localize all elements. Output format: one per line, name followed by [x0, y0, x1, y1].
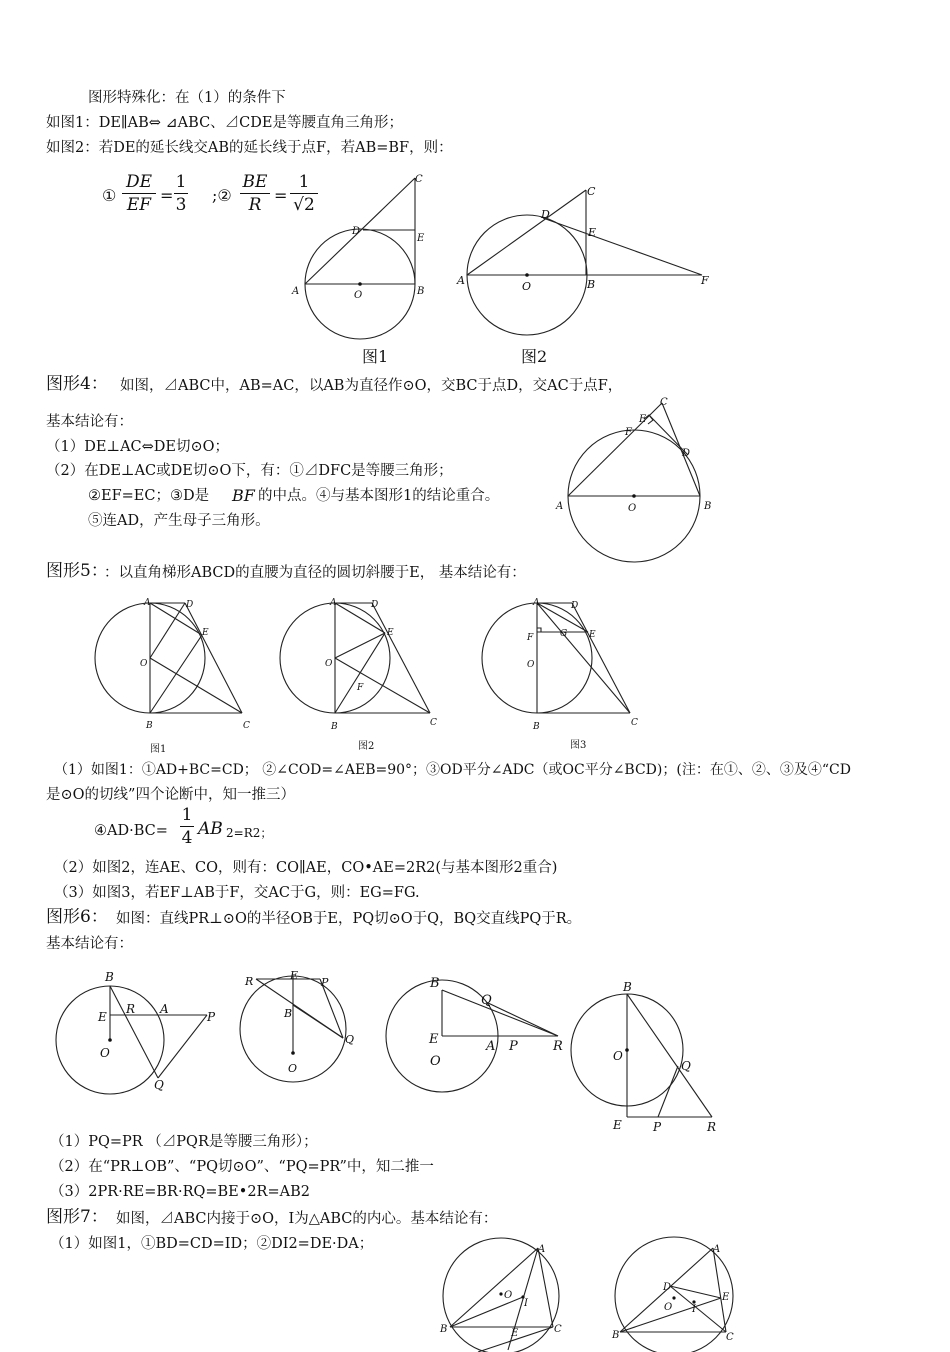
eq1-value: 1 3: [175, 172, 187, 215]
point-label-b: B: [417, 286, 425, 297]
section-5-heading: 图形5：: [46, 561, 108, 581]
point-label-c: C: [243, 721, 250, 731]
intro-line-2: 如图1：DE∥AB⇔ ⊿ABC、⊿CDE是等腰直角三角形；: [46, 115, 403, 131]
eq2-value: 1 √2: [290, 172, 318, 215]
section-5-c2: （2）如图2，连AE、CO，则有：CO∥AE，CO•AE=2R2(与基本图形2重合): [54, 860, 558, 876]
point-label-b: B: [440, 1324, 448, 1335]
point-label-e: E: [202, 628, 209, 638]
point-label-a: A: [713, 1244, 721, 1255]
eq2-prefix: ;②: [212, 186, 232, 205]
point-label-b: B: [105, 970, 114, 984]
point-label-q: Q: [681, 1059, 691, 1073]
point-label-o: O: [664, 1302, 673, 1313]
figure-5-1-diagram: [90, 595, 260, 735]
section-5-c1: （1）如图1：①AD+BC=CD； ②∠COD=∠AEB=90°；③OD平分∠ADC（或OC平分∠BCD)；(注：在①、②、③及④“CD: [54, 762, 851, 778]
point-label-a: A: [556, 501, 564, 512]
section-4-c3c: 的中点。④与基本图形1的结论重合。: [258, 488, 500, 504]
point-label-i: I: [524, 1298, 528, 1309]
section-4-text: 如图，⊿ABC中，AB=AC，以AB为直径作⊙O，交BC于点D，交AC于点F，: [120, 378, 623, 394]
figure-1-caption: 图1: [362, 347, 389, 366]
section-6-c1: （1）PQ=PR （⊿PQR是等腰三角形）；: [50, 1134, 318, 1150]
point-label-b: B: [587, 278, 596, 291]
point-label-b: B: [533, 722, 540, 732]
section-4-c3a: ②EF=EC；③D是: [88, 488, 210, 504]
figure-7-2-diagram: [608, 1232, 748, 1352]
point-label-d: D: [352, 226, 361, 237]
point-label-e: E: [290, 969, 299, 982]
point-label-e: E: [387, 628, 394, 638]
figure-5-3-diagram: [475, 595, 645, 735]
point-label-o: O: [140, 659, 148, 669]
point-label-o: O: [527, 660, 535, 670]
point-label-c: C: [554, 1324, 562, 1335]
point-label-a: A: [457, 274, 465, 287]
point-label-o: O: [430, 1054, 441, 1069]
section-5-text: ：以直角梯形ABCD的直腰为直径的圆切斜腰于E， 基本结论有：: [104, 565, 526, 581]
section-6-basic: 基本结论有：: [46, 936, 133, 952]
point-label-f: F: [701, 274, 709, 287]
eq2-fraction: BE R: [240, 172, 270, 215]
point-label-r: R: [707, 1120, 717, 1134]
point-label-p: P: [321, 976, 329, 989]
figure-4-diagram: [552, 395, 722, 565]
point-label-o: O: [325, 659, 333, 669]
section-5-c4a: ④AD·BC=: [94, 823, 168, 839]
section-5-c1b: 是⊙O的切线”四个论断中，知一推三）: [46, 787, 295, 803]
section-4-c1: （1）DE⊥AC⇔DE切⊙O；: [46, 439, 230, 455]
point-label-r: R: [126, 1002, 136, 1016]
point-label-b: B: [284, 1007, 293, 1020]
eq2-equals: =: [274, 186, 288, 205]
point-label-a: A: [160, 1002, 169, 1016]
point-label-o: O: [613, 1049, 623, 1063]
figure-7-1-diagram: [438, 1232, 578, 1352]
figure-5-3-caption: 图3: [570, 740, 587, 751]
intro-line-1: 图形特殊化：在（1）的条件下: [88, 90, 286, 106]
point-label-o: O: [504, 1290, 513, 1301]
point-label-p: P: [207, 1010, 216, 1024]
section-4-c2: （2）在DE⊥AC或DE切⊙O下，有：①⊿DFC是等腰三角形；: [46, 463, 453, 479]
point-label-f: F: [527, 633, 534, 643]
point-label-b: B: [623, 980, 632, 994]
section-6-heading: 图形6：: [46, 907, 108, 927]
point-label-c: C: [660, 397, 668, 408]
figure-6-3-diagram: [380, 970, 570, 1100]
point-label-c: C: [587, 185, 596, 198]
point-label-p: P: [509, 1039, 518, 1054]
point-label-e: E: [511, 1328, 519, 1339]
figure-6-2-diagram: [240, 965, 370, 1095]
point-label-o: O: [100, 1046, 110, 1060]
point-label-e: E: [613, 1118, 622, 1132]
figure-2-diagram: [455, 180, 725, 340]
eq1-prefix: ①: [102, 186, 117, 205]
point-label-a: A: [144, 598, 151, 608]
point-label-b: B: [612, 1330, 620, 1341]
section-5-c3: （3）如图3，若EF⊥AB于F，交AC于G，则：EG=FG.: [54, 885, 420, 901]
point-label-b: B: [430, 976, 440, 991]
point-label-c: C: [430, 718, 437, 728]
point-label-d: D: [571, 601, 579, 611]
intro-line-3: 如图2：若DE的延长线交AB的延长线于点F，若AB=BF，则：: [46, 140, 453, 156]
point-label-e: E: [639, 414, 647, 425]
figure-6-4-diagram: [565, 975, 725, 1135]
point-label-e: E: [417, 233, 425, 244]
section-5-c4c: 2=R2；: [226, 826, 273, 840]
point-label-g: G: [560, 629, 568, 639]
point-label-d: D: [541, 208, 550, 221]
figure-5-2-diagram: [275, 595, 445, 735]
point-label-e: E: [98, 1010, 107, 1024]
point-label-c: C: [631, 718, 638, 728]
section-6-text: 如图：直线PR⊥⊙O的半径OB于E，PQ切⊙O于Q，BQ交直线PQ于R。: [116, 911, 582, 927]
point-label-a: A: [330, 598, 337, 608]
point-label-a: A: [538, 1244, 546, 1255]
point-label-d: D: [682, 448, 691, 459]
section-5-quarter: 1 4: [181, 805, 193, 848]
figure-1-diagram: [290, 170, 440, 345]
section-6-c2: （2）在“PR⊥OB”、“PQ切⊙O”、“PQ=PR”中，知二推一: [50, 1159, 434, 1175]
section-7-c1: （1）如图1，①BD=CD=ID；②DI2=DE·DA；: [50, 1236, 374, 1252]
section-5-ab: AB: [198, 819, 223, 839]
point-label-e: E: [588, 226, 597, 239]
eq1-equals: =: [160, 186, 174, 205]
section-6-c3: （3）2PR·RE=BR·RQ=BE•2R=AB2: [50, 1184, 310, 1200]
point-label-e: E: [429, 1032, 439, 1047]
point-label-a: A: [533, 598, 540, 608]
point-label-p: P: [653, 1120, 662, 1134]
point-label-r: R: [553, 1039, 563, 1054]
point-label-a: A: [292, 286, 300, 297]
point-label-q: Q: [345, 1033, 355, 1046]
point-label-o: O: [522, 280, 532, 293]
point-label-o: O: [628, 503, 637, 514]
point-label-c: C: [726, 1332, 734, 1343]
point-label-f: F: [625, 427, 632, 438]
point-label-c: C: [415, 174, 423, 185]
point-label-e: E: [589, 630, 596, 640]
point-label-q: Q: [481, 993, 492, 1008]
point-label-d: D: [663, 1282, 672, 1293]
point-label-b: B: [331, 722, 338, 732]
eq1-fraction: DE EF: [122, 172, 156, 215]
figure-5-1-caption: 图1: [150, 744, 167, 755]
point-label-o: O: [354, 290, 363, 301]
section-4-basic: 基本结论有：: [46, 414, 133, 430]
point-label-e: E: [722, 1292, 730, 1303]
point-label-b: B: [146, 721, 153, 731]
section-7-heading: 图形7：: [46, 1207, 108, 1227]
point-label-o: O: [288, 1062, 298, 1075]
section-4-heading: 图形4：: [46, 374, 108, 394]
point-label-d: D: [371, 600, 379, 610]
figure-6-1-diagram: [50, 965, 230, 1095]
figure-2-caption: 图2: [521, 347, 548, 366]
point-label-r: R: [245, 975, 254, 988]
point-label-d: D: [186, 600, 194, 610]
point-label-i: I: [692, 1304, 696, 1315]
section-4-c4: ⑤连AD，产生母子三角形。: [88, 513, 270, 529]
point-label-a: A: [486, 1039, 496, 1054]
point-label-b: B: [704, 501, 712, 512]
point-label-f: F: [357, 683, 364, 693]
section-4-c3-arc: BF: [232, 486, 255, 505]
figure-5-2-caption: 图2: [358, 741, 375, 752]
section-7-text: 如图，⊿ABC内接于⊙O，I为△ABC的内心。基本结论有：: [116, 1211, 498, 1227]
point-label-q: Q: [154, 1078, 164, 1092]
